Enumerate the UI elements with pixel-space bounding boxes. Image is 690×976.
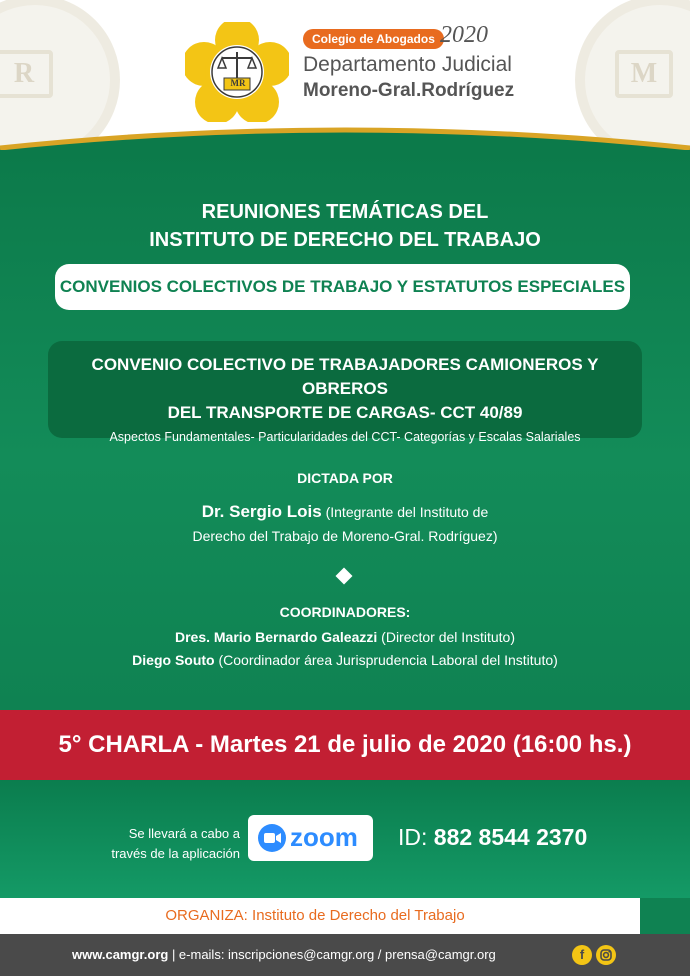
coordinator-role: (Director del Instituto) xyxy=(377,629,515,645)
topic-banner: CONVENIOS COLECTIVOS DE TRABAJO Y ESTATUTOS ESPECIALES xyxy=(55,264,630,310)
coordinator-name: Dres. Mario Bernardo Galeazzi xyxy=(174,629,378,645)
zoom-text-line-2: través de la aplicación xyxy=(111,846,240,861)
seal-letter-right: M xyxy=(615,50,673,98)
region-label: Moreno-Gral.Rodríguez xyxy=(303,80,515,101)
title-line-2: INSTITUTO DE DERECHO DEL TRABAJO xyxy=(149,229,541,251)
year-label: 2020 xyxy=(440,22,488,48)
coordinator-role: (Coordinador área Jurisprudencia Laboral del Instituto) xyxy=(214,652,558,668)
speaker-role-2: Derecho del Trabajo de Moreno-Gral. Rodríguez) xyxy=(192,528,498,544)
event-date: 5° CHARLA - Martes 21 de julio de 2020 (16:00 hs.) xyxy=(58,731,632,758)
corner-accent xyxy=(640,898,690,934)
seal-letter-left: R xyxy=(0,50,53,98)
zoom-camera-icon xyxy=(258,824,286,852)
logo-letters: MR xyxy=(230,78,246,88)
zoom-logo[interactable] xyxy=(248,815,373,861)
website-link[interactable]: www.camgr.org xyxy=(72,947,169,962)
college-badge: Colegio de Abogados xyxy=(303,29,444,49)
facebook-icon[interactable]: f xyxy=(572,945,592,965)
coordinator-item xyxy=(0,626,690,649)
organizer-label: ORGANIZA: xyxy=(165,907,248,924)
department-label: Departamento Judicial xyxy=(303,53,512,76)
zoom-wordmark: zoom xyxy=(290,822,358,852)
event-band xyxy=(0,710,690,780)
footer xyxy=(0,934,690,976)
organizer-text xyxy=(0,898,630,934)
title-line-1: REUNIONES TEMÁTICAS DEL xyxy=(201,201,489,223)
footer-contact xyxy=(72,934,496,976)
coordinator-name: Diego Souto xyxy=(132,652,215,668)
speaker-info xyxy=(0,500,690,548)
meeting-id xyxy=(398,824,587,851)
meeting-id-value: 882 8544 2370 xyxy=(433,824,588,850)
coordinators-label: COORDINADORES: xyxy=(279,604,411,620)
speaker-name: Dr. Sergio Lois xyxy=(201,502,322,521)
organizer-value: Instituto de Derecho del Trabajo xyxy=(247,907,465,924)
topic-line-2: DEL TRANSPORTE DE CARGAS- CCT 40/89 xyxy=(167,403,523,422)
organizer-band xyxy=(0,898,690,934)
topic-line-1: CONVENIO COLECTIVO DE TRABAJADORES CAMIONEROS Y OBREROS xyxy=(91,355,599,398)
email-links[interactable]: | e-mails: inscripciones@camgr.org / prensa@camgr.org xyxy=(168,947,496,962)
page-title xyxy=(0,198,690,254)
speaker-role-1: (Integrante del Instituto de xyxy=(321,504,489,520)
zoom-text xyxy=(95,824,240,864)
instagram-icon[interactable] xyxy=(596,945,616,965)
topic-box xyxy=(48,341,642,444)
coordinators-list xyxy=(0,626,690,672)
topic-subtitle: Aspectos Fundamentales- Particularidades del CCT- Categorías y Escalas Salariales xyxy=(109,430,581,444)
coordinator-item xyxy=(0,649,690,672)
speaker-label: DICTADA POR xyxy=(297,470,393,486)
zoom-text-line-1: Se llevará a cabo a xyxy=(128,826,240,841)
meeting-id-label: ID: xyxy=(398,824,434,850)
college-logo-icon xyxy=(185,22,289,122)
